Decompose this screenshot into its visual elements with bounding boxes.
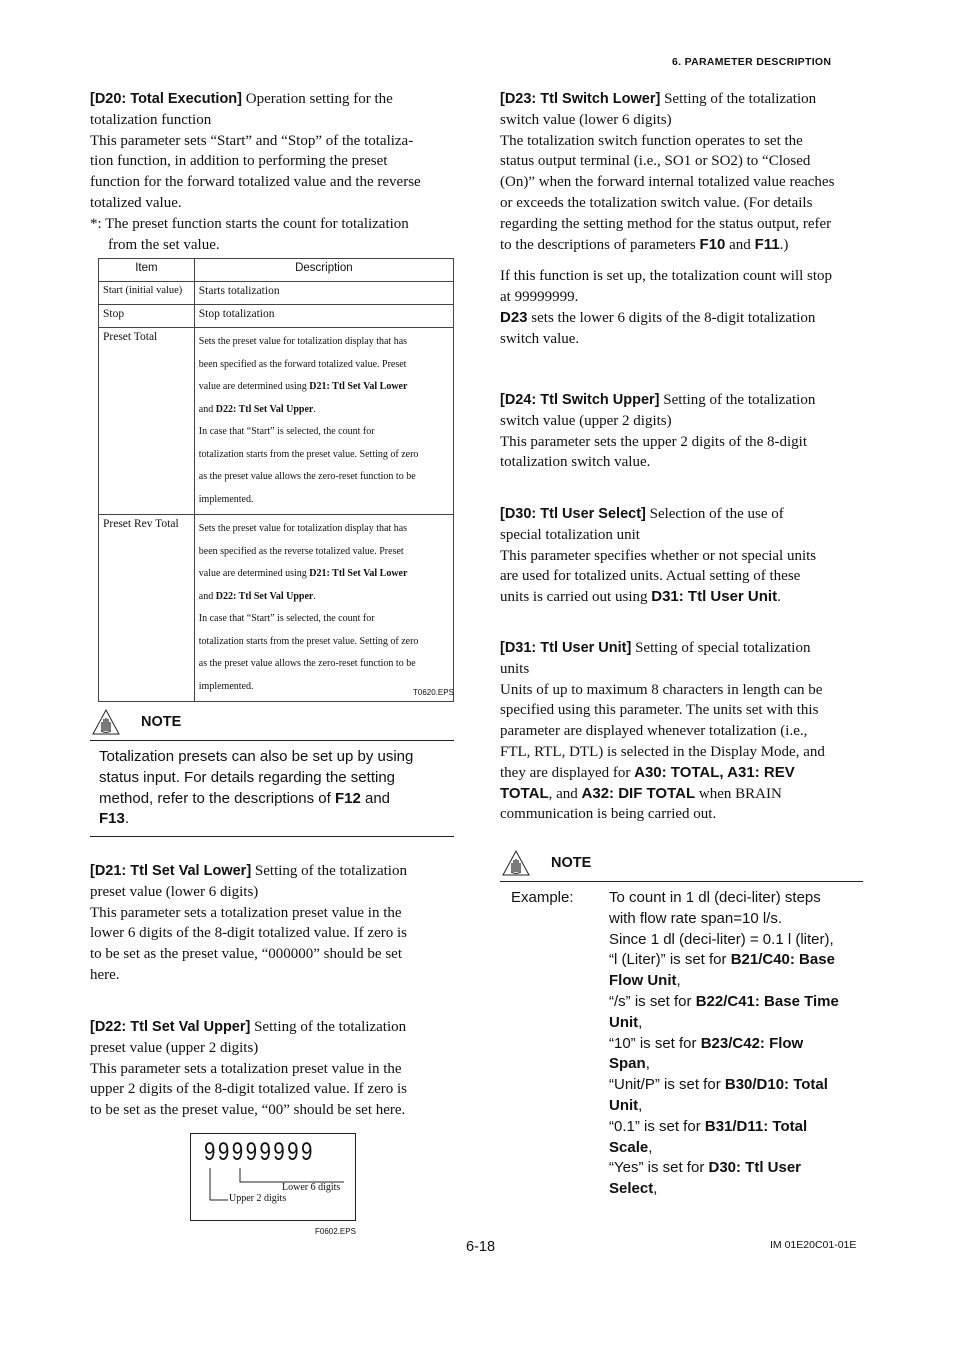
param-ref: Select xyxy=(609,1180,654,1198)
note2-line: with flow rate span=10 l/s. xyxy=(609,909,783,927)
d30-section xyxy=(500,504,870,608)
desc-line xyxy=(199,586,449,609)
d23-line: switch value. xyxy=(500,330,580,347)
note2-line: Since 1 dl (deci-liter) = 0.1 l (liter), xyxy=(609,930,834,948)
d31-heading: [D31: Ttl User Unit] xyxy=(500,640,632,656)
note2-line xyxy=(609,1096,863,1117)
note2-text: , xyxy=(645,1055,650,1073)
page-number: 6-18 xyxy=(466,1239,496,1255)
d23-line xyxy=(500,308,870,329)
d30-line: special totalization unit xyxy=(500,526,640,543)
table-cell-desc xyxy=(194,515,453,702)
param-ref: F11 xyxy=(754,235,780,253)
param-ref: B21/C40: Base xyxy=(730,951,835,969)
desc-line: as the preset value allows the zero-reset function to be xyxy=(198,658,416,669)
note2-text: “10” is set for xyxy=(609,1034,701,1052)
note2-line: To count in 1 dl (deci-liter) steps xyxy=(609,889,821,906)
d22-line: Setting of the totalization xyxy=(250,1019,407,1035)
param-ref: Span xyxy=(609,1055,646,1073)
desc-line xyxy=(199,563,449,586)
note2-content xyxy=(609,888,863,1200)
param-ref: B31/D11: Total xyxy=(704,1117,808,1135)
d31-line: units xyxy=(500,660,530,677)
d22-line: to be set as the preset value, “00” should be set here. xyxy=(90,1102,406,1119)
d24-heading: [D24: Ttl Switch Upper] xyxy=(500,392,660,408)
table-row xyxy=(99,305,454,328)
d23-line: (On)” when the forward internal totalized value reaches xyxy=(500,174,835,191)
note2-line xyxy=(609,1158,863,1179)
desc-line xyxy=(199,399,449,422)
d20-section xyxy=(90,89,460,255)
table-row xyxy=(99,515,454,702)
d24-section xyxy=(500,390,870,473)
d20-heading: [D20: Total Execution] xyxy=(90,91,242,107)
figure-eps-label: F0602.EPS xyxy=(315,1227,356,1236)
param-ref: F10 xyxy=(699,235,726,253)
d24-line: Setting of the totalization xyxy=(659,392,816,408)
d24-line: totalization switch value. xyxy=(500,454,651,471)
d20-footnote-cont: from the set value. xyxy=(108,236,220,253)
table-row xyxy=(99,328,454,515)
note2-text: “l (Liter)” is set for xyxy=(609,951,731,969)
d23-heading: [D23: Ttl Switch Lower] xyxy=(500,91,661,107)
desc-text: value are determined using xyxy=(198,568,310,579)
d30-text: units is carried out using xyxy=(500,589,652,606)
d31-line: parameter are displayed whenever totalization (i.e., xyxy=(500,723,808,740)
table-cell-item: Preset Total xyxy=(99,328,195,515)
note2-box xyxy=(500,847,863,1200)
note2-body xyxy=(500,882,863,1200)
desc-line: implemented. xyxy=(198,493,254,505)
note2-text: “0.1” is set for xyxy=(609,1117,705,1135)
table-cell-item: Preset Rev Total xyxy=(99,515,195,702)
d31-line: Units of up to maximum 8 characters in length can be xyxy=(500,681,823,698)
note1-box xyxy=(90,706,454,837)
note2-label: NOTE xyxy=(551,855,592,871)
note2-line xyxy=(609,1117,863,1138)
d31-line: Setting of special totalization xyxy=(631,640,811,656)
table-eps-label: T0620.EPS xyxy=(413,688,454,697)
note2-line xyxy=(609,1179,863,1200)
d21-line: lower 6 digits of the 8-digit totalized value. If zero is xyxy=(90,925,407,942)
desc-text: and xyxy=(198,590,216,602)
preset-table xyxy=(98,258,454,702)
d21-line: preset value (lower 6 digits) xyxy=(90,883,259,900)
document-id: IM 01E20C01-01E xyxy=(770,1239,857,1251)
upper-digits-label: Upper 2 digits xyxy=(229,1193,287,1204)
d23-section xyxy=(500,89,870,350)
note2-text: “Yes” is set for xyxy=(609,1159,709,1177)
d20-line: Operation setting for the xyxy=(242,91,393,107)
note1-label: NOTE xyxy=(141,714,182,730)
note2-example-label: Example: xyxy=(511,889,574,906)
d22-heading: [D22: Ttl Set Val Upper] xyxy=(90,1019,251,1035)
param-ref: Scale xyxy=(609,1138,649,1156)
d23-text: .) xyxy=(779,236,789,253)
desc-line: In case that “Start” is selected, the count for xyxy=(198,613,375,624)
d30-text: . xyxy=(777,589,781,606)
d23-text: and xyxy=(725,236,755,253)
d23-text: to the descriptions of parameters xyxy=(500,236,700,253)
digit-figure xyxy=(190,1133,356,1221)
d30-line: Selection of the use of xyxy=(645,506,784,522)
note2-line xyxy=(609,1013,863,1034)
desc-line: In case that “Start” is selected, the count for xyxy=(198,426,375,437)
note1-line xyxy=(99,789,454,810)
lower-digits-label: Lower 6 digits xyxy=(282,1182,341,1193)
d20-line: This parameter sets “Start” and “Stop” of the totaliza- xyxy=(90,132,414,149)
hand-icon xyxy=(500,848,534,878)
d21-section xyxy=(90,861,460,986)
desc-text: . xyxy=(313,403,316,415)
table-cell-desc xyxy=(194,328,453,515)
d31-line: communication is being carried out. xyxy=(500,806,717,823)
d20-line: tion function, in addition to performing the preset xyxy=(90,153,388,170)
note1-text: method, refer to the descriptions of xyxy=(99,789,335,807)
d23-line: The totalization switch function operates to set the xyxy=(500,132,803,149)
d22-section xyxy=(90,1017,460,1121)
table-header-description: Description xyxy=(194,259,453,282)
d30-line xyxy=(500,587,870,608)
d24-line: switch value (upper 2 digits) xyxy=(500,412,672,429)
d20-line: function for the forward totalized value and the reverse xyxy=(90,174,421,191)
note2-line xyxy=(609,1054,863,1075)
note2-text: “Unit/P” is set for xyxy=(609,1076,725,1094)
desc-line: Sets the preset value for totalization display that has xyxy=(198,523,408,534)
param-ref: B22/C41: Base Time xyxy=(695,992,839,1010)
desc-line: totalization starts from the preset value. Setting of zero xyxy=(198,635,419,647)
param-ref: F13 xyxy=(99,810,125,828)
d23-line: regarding the setting method for the status output, refer xyxy=(500,215,832,232)
desc-text: . xyxy=(313,590,316,602)
d31-line xyxy=(500,784,870,805)
param-ref: D23 xyxy=(500,308,528,326)
desc-line: Sets the preset value for totalization display that has xyxy=(198,336,408,347)
desc-text: value are determined using xyxy=(198,381,310,392)
d21-line: This parameter sets a totalization preset value in the xyxy=(90,904,402,921)
note2-line xyxy=(609,950,863,971)
d23-text: sets the lower 6 digits of the 8-digit totalization xyxy=(527,309,816,326)
param-ref: B23/C42: Flow xyxy=(700,1034,804,1052)
note2-line xyxy=(609,1034,863,1055)
d31-section xyxy=(500,638,870,825)
desc-text: and xyxy=(198,403,216,415)
desc-line: been specified as the forward totalized value. Preset xyxy=(198,358,407,370)
d31-text: they are displayed for xyxy=(500,764,635,781)
note1-body xyxy=(90,741,454,833)
d31-text: when BRAIN xyxy=(695,785,782,802)
param-ref: TOTAL xyxy=(500,784,549,802)
note1-line: Totalization presets can also be set up by using xyxy=(99,748,414,765)
param-ref: D21: Ttl Set Val Lower xyxy=(309,568,408,579)
d23-line: switch value (lower 6 digits) xyxy=(500,111,672,128)
table-cell-desc: Starts totalization xyxy=(194,282,453,305)
note1-text: and xyxy=(360,789,391,807)
note2-text: , xyxy=(676,972,681,990)
d22-line: This parameter sets a totalization preset value in the xyxy=(90,1060,402,1077)
d31-text: , and xyxy=(548,785,582,802)
note2-text: , xyxy=(648,1138,653,1156)
note2-line xyxy=(609,1075,863,1096)
desc-line: been specified as the reverse totalized value. Preset xyxy=(198,545,404,557)
d23-line: If this function is set up, the totalization count will stop xyxy=(500,268,833,285)
d22-line: upper 2 digits of the 8-digit totalized value. If zero is xyxy=(90,1081,407,1098)
d31-line: FTL, RTL, DTL) is selected in the Display Mode, and xyxy=(500,743,825,760)
note2-text: , xyxy=(638,1013,643,1031)
note2-line xyxy=(609,971,863,992)
param-ref: D31: Ttl User Unit xyxy=(651,588,778,606)
param-ref: Flow Unit xyxy=(609,972,677,990)
d30-line: are used for totalized units. Actual setting of these xyxy=(500,568,801,585)
d21-line: to be set as the preset value, “000000” should be set xyxy=(90,946,402,963)
d23-line: Setting of the totalization xyxy=(660,91,817,107)
note1-rule-bottom xyxy=(90,836,454,837)
note2-text: “/s” is set for xyxy=(609,992,696,1010)
d21-heading: [D21: Ttl Set Val Lower] xyxy=(90,863,252,879)
d23-line: or exceeds the totalization switch value. (For details xyxy=(500,194,813,211)
d24-line: This parameter sets the upper 2 digits of the 8-digit xyxy=(500,433,808,450)
hand-icon xyxy=(90,707,124,737)
param-ref: A32: DIF TOTAL xyxy=(581,784,696,802)
d31-line: specified using this parameter. The units set with this xyxy=(500,702,819,719)
figure-digits: 99999999 xyxy=(204,1138,315,1166)
d30-line: This parameter specifies whether or not special units xyxy=(500,547,817,564)
d22-line: preset value (upper 2 digits) xyxy=(90,1039,259,1056)
note1-text: . xyxy=(124,810,130,828)
note2-line xyxy=(609,1138,863,1159)
param-ref: A30: TOTAL, A31: REV xyxy=(634,763,795,781)
note2-line xyxy=(609,992,863,1013)
param-ref: Unit xyxy=(609,1013,639,1031)
note1-line xyxy=(99,809,454,830)
note2-text: , xyxy=(653,1180,658,1198)
param-ref: D22: Ttl Set Val Upper xyxy=(215,403,314,415)
section-header: 6. PARAMETER DESCRIPTION xyxy=(672,56,832,68)
d31-line xyxy=(500,763,870,784)
table-cell-desc: Stop totalization xyxy=(194,305,453,328)
preset-table-wrap xyxy=(98,258,454,702)
d23-line: status output terminal (i.e., SO1 or SO2) to “Closed xyxy=(500,153,811,170)
desc-line: implemented. xyxy=(198,680,254,692)
param-ref: B30/D10: Total xyxy=(724,1076,828,1094)
d21-line: Setting of the totalization xyxy=(251,863,407,879)
desc-line: as the preset value allows the zero-reset function to be xyxy=(198,471,416,482)
d30-heading: [D30: Ttl User Select] xyxy=(500,506,646,522)
table-cell-item: Stop xyxy=(99,305,195,328)
d23-line xyxy=(500,235,870,256)
d20-line: totalized value. xyxy=(90,194,182,211)
table-row xyxy=(99,282,454,305)
table-cell-item: Start (initial value) xyxy=(99,282,195,305)
param-ref: D22: Ttl Set Val Upper xyxy=(215,590,314,602)
note1-line: status input. For details regarding the setting xyxy=(99,768,396,786)
figure-brackets xyxy=(191,1134,355,1220)
param-ref: D30: Ttl User xyxy=(708,1159,802,1177)
param-ref: D21: Ttl Set Val Lower xyxy=(309,381,408,392)
param-ref: Unit xyxy=(609,1096,639,1114)
desc-line xyxy=(199,376,449,399)
d20-line: totalization function xyxy=(90,111,212,128)
desc-line: totalization starts from the preset value. Setting of zero xyxy=(198,448,419,460)
d20-footnote: *: The preset function starts the count for totalization xyxy=(90,215,409,232)
d23-line: at 99999999. xyxy=(500,289,579,306)
d21-line: here. xyxy=(90,966,120,983)
table-header-item: Item xyxy=(99,259,195,282)
note2-text: , xyxy=(638,1096,643,1114)
param-ref: F12 xyxy=(334,789,361,807)
